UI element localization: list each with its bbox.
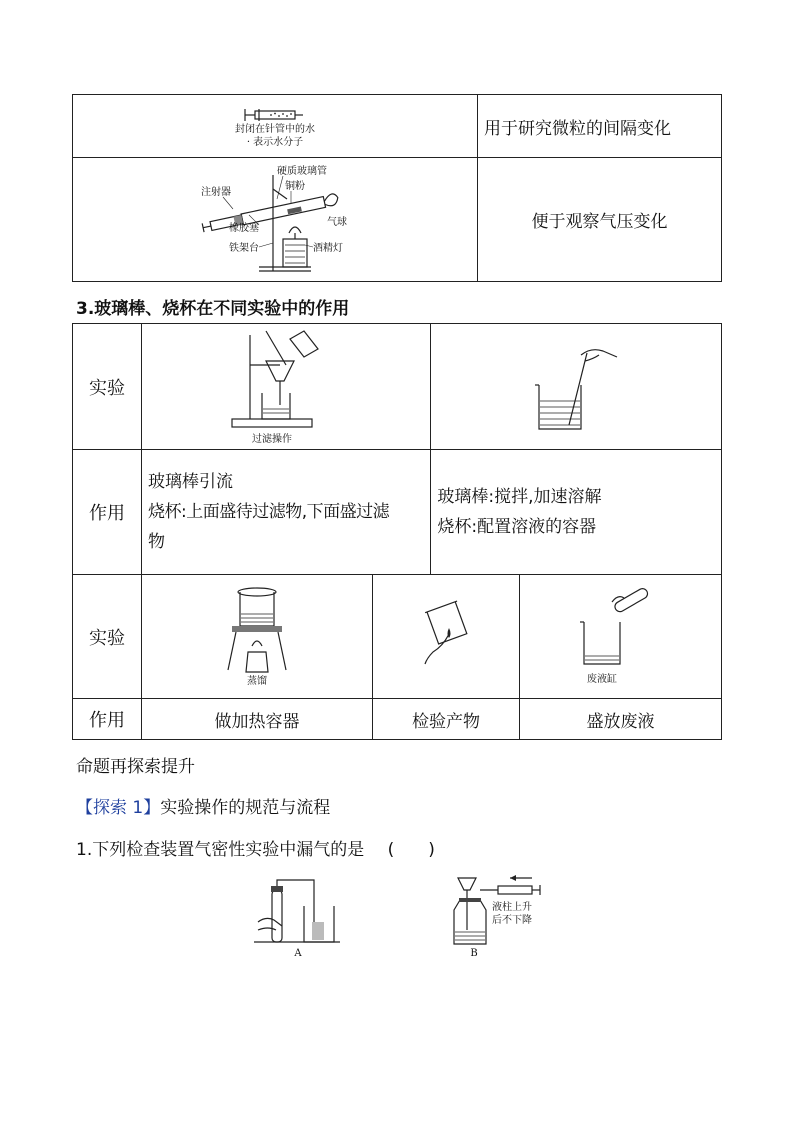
- syringe-water-figure: [73, 96, 477, 156]
- filter-function-line2: 烧杯:上面盛待过滤物,下面盛过滤: [148, 502, 390, 522]
- label-hard-glass-tube: 硬质玻璃管: [277, 165, 327, 177]
- syringe-caption-2: · 表示水分子: [246, 137, 304, 148]
- table1-image-cell-apparatus: [73, 158, 478, 282]
- heating-beaker-figure: [142, 576, 372, 698]
- table1-text-cell-2: [478, 158, 722, 282]
- table1-text-cell-1: [478, 95, 722, 158]
- table2-row2-header: [73, 450, 142, 575]
- function-header-1: 作用: [89, 503, 125, 524]
- explore-1-tag: 【探索 1】: [76, 798, 161, 818]
- waste-jar-figure: [520, 576, 721, 698]
- heating-container-cell: [142, 699, 373, 740]
- stir-function-line2: 烧杯:配置溶液的容器: [437, 517, 597, 537]
- label-syringe: 注射器: [201, 186, 231, 198]
- waste-image-cell: [520, 575, 722, 699]
- figure-a: [250, 876, 350, 962]
- figure-b-label: B: [470, 948, 478, 959]
- explore-heading: 命题再探索提升: [76, 757, 195, 777]
- filter-caption: 过滤操作: [252, 433, 292, 445]
- figure-b-annot-2: 后不下降: [492, 915, 532, 926]
- filter-function-line3: 物: [148, 532, 165, 552]
- figure-a-label: A: [294, 948, 302, 959]
- question-1-paren: ( ): [387, 840, 435, 860]
- stir-image-cell: [431, 324, 722, 450]
- table-1: [72, 94, 722, 282]
- table1-image-cell-syringe: [73, 95, 478, 158]
- label-iron-stand: 铁架台: [229, 242, 259, 254]
- question-1-text: 1.下列检查装置气密性实验中漏气的是: [76, 840, 365, 860]
- copper-heating-apparatus-figure: [73, 159, 477, 281]
- table1-row1-text: 用于研究微粒的间隔变化: [484, 118, 671, 139]
- test-product-cell: [373, 699, 520, 740]
- function-header-2: 作用: [89, 710, 125, 731]
- filter-function-cell: [142, 450, 431, 575]
- heating-container-text: 做加热容器: [214, 711, 300, 732]
- experiment-header-1: 实验: [89, 377, 125, 399]
- table2-row4-header: [73, 699, 142, 740]
- waste-liquid-cell: [520, 699, 722, 740]
- label-rubber-stopper: 橡胶塞: [229, 222, 259, 234]
- inverted-beaker-figure: [373, 576, 519, 698]
- stirring-figure: [431, 325, 719, 449]
- label-copper-powder: 铜粉: [285, 180, 305, 192]
- figure-b: [440, 870, 560, 962]
- table-2: [72, 323, 722, 740]
- table2-row1-header: [73, 324, 142, 450]
- syringe-caption-1: 封闭在针管中的水: [235, 124, 315, 135]
- table2-row3-header: [73, 575, 142, 699]
- question-1-line: [76, 835, 435, 860]
- label-alcohol-lamp: 酒精灯: [313, 242, 343, 254]
- waste-liquid-text: 盛放废液: [586, 711, 655, 732]
- test-product-text: 检验产物: [412, 711, 480, 732]
- waste-caption: 废液缸: [587, 673, 617, 685]
- filter-function-line1: 玻璃棒引流: [148, 472, 233, 492]
- table1-row2-text: 便于观察气压变化: [531, 212, 668, 232]
- filter-image-cell: [142, 324, 431, 450]
- section-3-title: 3.玻璃棒、烧杯在不同实验中的作用: [76, 299, 350, 319]
- distill-image-cell: [142, 575, 373, 699]
- filtration-figure: [142, 325, 430, 449]
- test-product-image-cell: [373, 575, 520, 699]
- experiment-header-2: 实验: [89, 627, 125, 649]
- label-balloon: 气球: [327, 216, 347, 228]
- explore-1-title: 实验操作的规范与流程: [160, 798, 331, 818]
- figure-b-annot-1: 液柱上升: [492, 902, 532, 913]
- distill-caption: 蒸馏: [247, 675, 267, 687]
- explore-1-line: [76, 793, 330, 818]
- stir-function-cell: [431, 450, 722, 575]
- stir-function-line1: 玻璃棒:搅拌,加速溶解: [437, 487, 602, 507]
